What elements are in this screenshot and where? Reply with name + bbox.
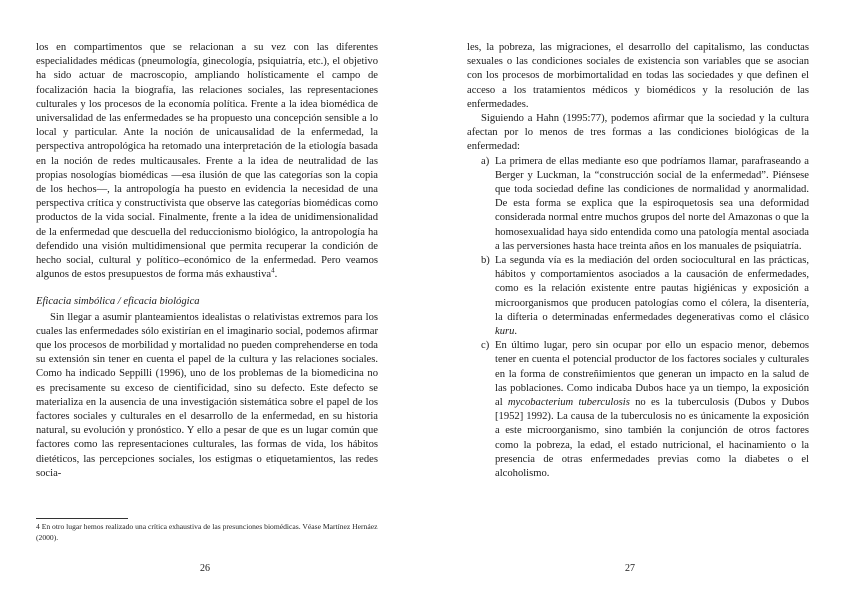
page-number-right: 27 <box>625 563 635 574</box>
section-heading: Eficacia simbólica / eficacia biológica <box>36 296 200 308</box>
footnote: 4 En otro lugar hemos realizado una crítica exhaustiva de las presunciones biomédicas. Véase Martínez Hernáez (2000). <box>36 522 378 542</box>
list-item-text: La segunda vía es la mediación del orden sociocultural en las prácticas, hábitos y comportamientos asociados a la causación de enfermedades, como es la relación existente entre pautas higiénicas y exposición a microorganismos que producen patologías como el cólera, la disentería, la difteria o determinadas enfermedades degenerativas como el clásico <box>495 255 809 323</box>
left-paragraph-2: Sin llegar a asumir planteamientos idealistas o relativistas extremos para los cuales las enfermedades sólo existirían en el imaginario social, podemos afirmar que los procesos de morbilidad y mortalidad no pueden comprehenderse en toda su extensión sin tener en cuenta el papel de la cultura y las relaciones sociales. Como ha indicado Seppilli (1996), uno de los problemas de la biomedicina no es precisamente su exceso de cientificidad, sino su defecto. Este defecto se materializa en la ausencia de una investigación sistemática sobre el papel de los factores sociales y culturales en el desarrollo de la enfermedad, en su historia natural, su evolución y pronóstico. Y ello a pesar de que es un lugar común que factores como las representaciones culturales, las formas de vida, los hábitos dietéticos, las percepciones sociales, los estigmas o etiquetamientos, las redes socia- <box>36 311 378 479</box>
list-item-emphasis: kuru <box>495 326 515 338</box>
list-item-text: La primera de ellas mediante eso que podríamos llamar, parafraseando a Berger y Luckman, la “construcción social de la enfermedad”. Piénsese que toda sociedad define las condiciones de normalidad y anormalidad. De esta forma se explica que la espiroquetosis sea una deformidad considerada normal entre muchos grupos del norte del Amazonas o que la homosexualidad haya sido entendida como una patología mental asociada a las perversiones hasta hace treinta años en los manuales de psiquiatría. <box>495 155 809 252</box>
footnote-ref: 4 <box>271 266 275 275</box>
list-marker: c) <box>481 340 490 352</box>
list-item <box>467 339 809 481</box>
list-marker: a) <box>481 155 490 167</box>
list-item-text-end: . <box>514 326 518 338</box>
list-item-emphasis: mycobacterium tuberculosis <box>507 397 630 409</box>
right-paragraph-2: Siguiendo a Hahn (1995:77), podemos afirmar que la sociedad y la cultura afectan por lo menos de tres formas a las condiciones biológicas de la enfermedad: <box>467 113 809 153</box>
list-item <box>467 155 809 254</box>
left-paragraph-1: los en compartimentos que se relacionan a su vez con las diferentes especialidades médicas (pneumología, ginecología, psiquiatría, etc.), el objetivo ha sido actuar de macroscopio, ampliando holísticamente el campo de focalización hacia la biografía, las relaciones sociales, las representaciones culturales y los procesos de la economía política. Frente a la idea biomédica de universalidad de las enfermedades se ha propuesto una concepción sensible a lo local y particular. Ante la noción de unicausalidad de la enfermedad, la perspectiva antropológica ha retomado una interpretación de la etiología basada en la noción de redes multicausales. Frente a la idea de neutralidad de las propias nosologías biomédicas —esa ilusión de que las categorías son la copia de los hechos—, la antropología ha puesto en evidencia la necesidad de una perspectiva crítica y constructivista que observe las categorías biomédicas como productos de la vida social. Finalmente, frente a la idea de unidimensionalidad de la enfermedad que descuella del reduccionismo biológico, la antropología ha defendido una visión multidimensional que permita recuperar la condición de hecho social, cultural y político–económico de la enfermedad. Pero veamos algunos de estos presupuestos de forma más exhaustiva$^4$. <box>36 42 378 281</box>
right-page-body <box>467 41 809 481</box>
list-marker: b) <box>481 255 490 267</box>
list-item <box>467 254 809 339</box>
left-paragraph-1-text: los en compartimentos que se relacionan a su vez con las diferentes especialidades médicas (pneumología, ginecología, psiquiatría, etc.), el objetivo ha sido actuar de macroscopio, ampliando holísticamente el campo de focalización hacia la biografía, las relaciones sociales, las representaciones culturales y los procesos de la economía política. Frente a la idea biomédica de universalidad de las enfermedades se ha propuesto una concepción sensible a lo local y particular. Ante la noción de unicausalidad de la enfermedad, la perspectiva antropológica ha retomado una interpretación de la etiología basada en la noción de redes multicausales. Frente a la idea de neutralidad de las propias nosologías biomédicas —esa ilusión de que las categorías son la copia de los hechos—, la antropología ha puesto en evidencia la necesidad de una perspectiva crítica y constructivista que observe las categorías biomédicas como productos de la vida social. Finalmente, frente a la idea de unidimensionalidad de la enfermedad que descuella del reduccionismo biológico, la antropología ha defendido una visión multidimensional que permita recuperar la condición de hecho social, cultural y político–económico de la enfermedad. Pero veamos algunos de estos presupuestos de forma más exhaustiva <box>36 42 378 281</box>
right-paragraph-1: les, la pobreza, las migraciones, el desarrollo del capitalismo, las conductas sexuales o las condiciones sociales de existencia son variables que se asocian con los procesos de morbimortalidad en todas las sociedades y que definen el acceso a los tratamientos médicos y biomédicos y la resolución de las enfermedades. <box>467 42 809 110</box>
page-number-left: 26 <box>200 563 210 574</box>
left-page-body <box>36 41 378 481</box>
footnote-rule <box>36 518 128 519</box>
conditions-list <box>467 155 809 482</box>
list-item-text-end: no es la tuberculosis (Dubos y Dubos [1952] 1992). La causa de la tuberculosis no es únicamente la exposición a este microorganismo, sino también la conjunción de otros factores como la pobreza, la edad, el estado nutricional, el hacinamiento o la presencia de otras enfermedades previas como la diabetes o el alcoholismo. <box>495 397 810 480</box>
right-page <box>424 0 848 599</box>
list-item-text: En último lugar, pero sin ocupar por ello un espacio menor, debemos tener en cuenta el potencial productor de los factores sociales y culturales en la forma de constreñimientos que generan un impacto en la salud de las poblaciones. Como indicaba Dubos hace ya un tiempo, la exposición al <box>495 340 809 409</box>
